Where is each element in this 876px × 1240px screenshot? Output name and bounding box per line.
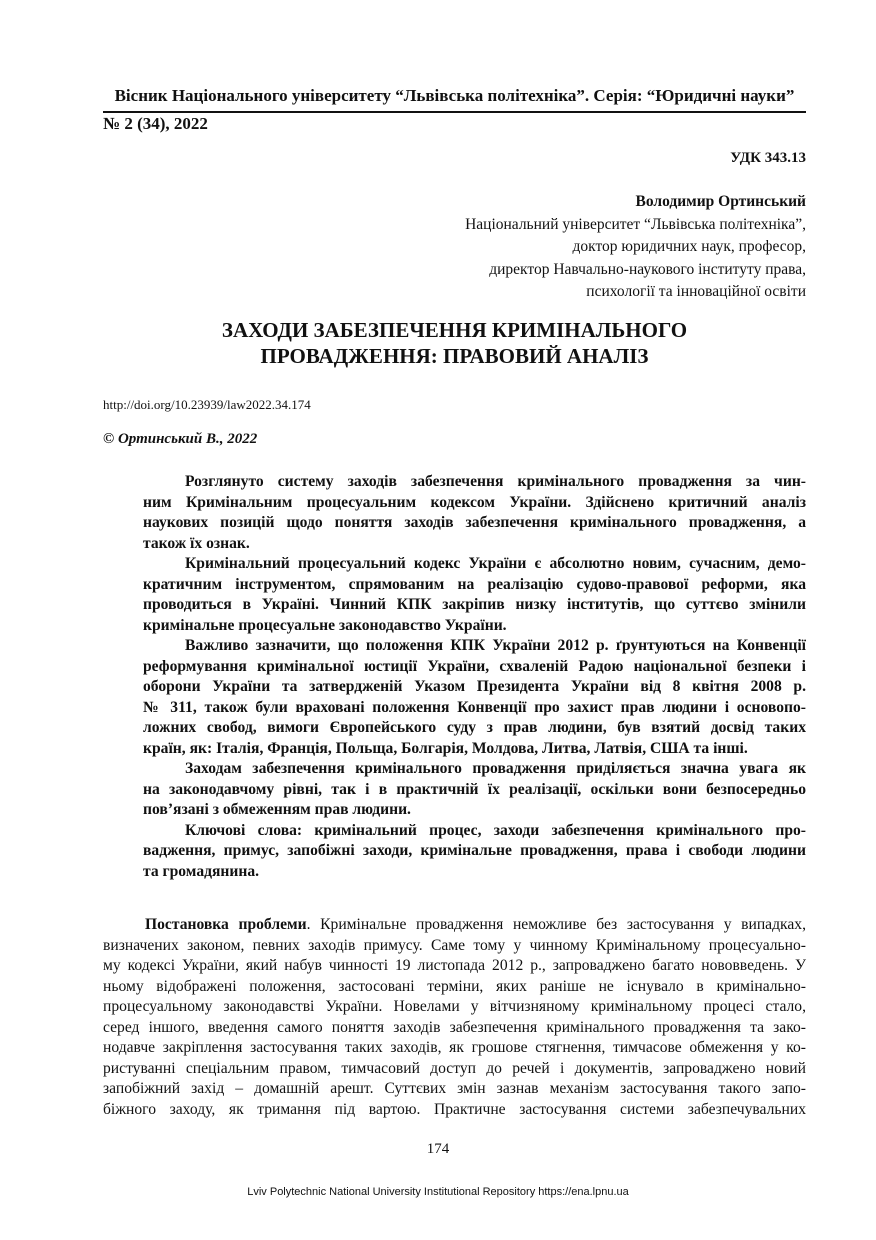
affiliation-line: психології та інноваційної освіти (586, 283, 806, 300)
body-line: процесуальному законодавстві України. Новелами у вітчизняному кримінальному процесі стало, (103, 998, 806, 1015)
abstract-paragraph (143, 472, 806, 554)
author-block (465, 191, 806, 304)
title-line: ЗАХОДИ ЗАБЕЗПЕЧЕННЯ КРИМІНАЛЬНОГО (221, 318, 688, 342)
affiliation-line: директор Навчально-наукового інституту права, (489, 260, 806, 278)
body-line: ристуванні спеціальним правом, тимчасовий доступ до речей і документів, запроваджено новий (103, 1059, 806, 1077)
page-number: 174 (426, 1141, 450, 1157)
abstract-line: реформування кримінальної юстиції України, схваленій Радою національної безпеки і (143, 657, 806, 675)
abstract-line: пов’язані з обмеженням прав людини. (143, 801, 411, 818)
repository-footer: Lviv Polytechnic National University Institutional Repository https://ena.lpnu.ua (247, 1186, 629, 1198)
body-line: Постановка проблеми. Кримінальне провадження неможливе без застосування у випадках, (145, 916, 806, 933)
abstract-line: ложних свобод, вимоги Європейського суду з прав людини, був взятий досвід таких (143, 719, 806, 736)
abstract-paragraph (143, 759, 806, 821)
body-line: біжного заходу, як тримання під вартою. Практичне застосування системи забезпечувальних (103, 1100, 806, 1118)
abstract-line: Кримінальний процесуальний кодекс України є абсолютно новим, сучасним, демо- (185, 555, 806, 572)
abstract-line: країн, як: Італія, Франція, Польща, Болгарія, Молдова, Литва, Латвія, США та інші. (143, 739, 748, 757)
abstract-line: проводиться в Україні. Чинний КПК закріпив низку інститутів, що суттєво змінили (143, 596, 806, 613)
abstract-line: кримінальне процесуальне законодавство України. (143, 616, 507, 634)
body-line: серед іншого, введення самого поняття заходів забезпечення кримінального провадження та зако- (103, 1018, 806, 1036)
abstract-line: Розглянуто систему заходів забезпечення кримінального провадження за чин- (185, 473, 806, 490)
affiliation-line: доктор юридичних наук, професор, (572, 238, 806, 255)
title-line: ПРОВАДЖЕННЯ: ПРАВОВИЙ АНАЛІЗ (260, 344, 649, 368)
abstract-line: на законодавчому рівні, так і в практичній їх реалізації, оскільки вони безпосередньо (143, 780, 806, 798)
affiliation-line: Національний університет “Львівська політехніка”, (465, 215, 806, 233)
udc-code: УДК 343.13 (730, 150, 806, 166)
body-line: визначених законом, певних заходів примусу. Саме тому у чинному Кримінальному процесуально- (103, 936, 806, 954)
abstract (143, 472, 806, 882)
header-rule (103, 111, 806, 113)
abstract-line: Ключові слова: кримінальний процес, заходи забезпечення кримінального про- (185, 821, 806, 839)
abstract-line: також їх ознак. (143, 534, 250, 552)
abstract-line: та громадянина. (143, 862, 260, 880)
body-text (103, 915, 806, 1120)
body-line: нодавче закріплення застосування таких заходів, як грошове стягнення, тимчасове обмеження у ко- (103, 1039, 806, 1056)
body-line: ньому відображені положення, застосовані терміни, яких раніше не існувало в кримінально- (103, 977, 806, 995)
author-name: Володимир Ортинський (635, 193, 806, 210)
body-line: му кодексі України, який набув чинності 19 листопада 2012 р., запроваджено багато нововведень. У (103, 957, 806, 974)
abstract-line: оборони України та затвердженій Указом Президента України від 8 квітня 2008 р. (143, 678, 806, 695)
abstract-line: наукових позицій щодо поняття заходів забезпечення кримінального провадження, а (143, 514, 806, 531)
article-title (103, 317, 806, 369)
abstract-line: ним Кримінальним процесуальним кодексом України. Здійснено критичний аналіз (143, 493, 806, 511)
abstract-line: Важливо зазначити, що положення КПК України 2012 р. ґрунтуються на Конвенції (185, 637, 806, 654)
abstract-paragraph (143, 821, 806, 883)
abstract-line: Заходам забезпечення кримінального провадження приділяється значна увага як (185, 760, 806, 777)
copyright: © Ортинський В., 2022 (103, 431, 258, 447)
abstract-line: № 311, також були враховані положення Конвенції про захист прав людини і основопо- (143, 698, 806, 716)
body-line: запобіжний захід – домашній арешт. Суттєвих змін зазнав механізм застосування такого запо- (103, 1080, 806, 1097)
abstract-line: кратичним інструментом, спрямованим на реалізацію судово-правової реформи, яка (143, 575, 806, 593)
section-heading: Постановка проблеми (145, 916, 307, 933)
issue-number: № 2 (34), 2022 (103, 114, 208, 133)
doi-link[interactable]: http://doi.org/10.23939/law2022.34.174 (103, 397, 311, 412)
journal-header: Вісник Національного університету “Львівська політехніка”. Серія: “Юридичні науки” (114, 86, 795, 105)
abstract-paragraph (143, 636, 806, 759)
abstract-line: вадження, примус, запобіжні заходи, кримінальне провадження, права і свободи людини (143, 842, 806, 859)
abstract-paragraph (143, 554, 806, 636)
